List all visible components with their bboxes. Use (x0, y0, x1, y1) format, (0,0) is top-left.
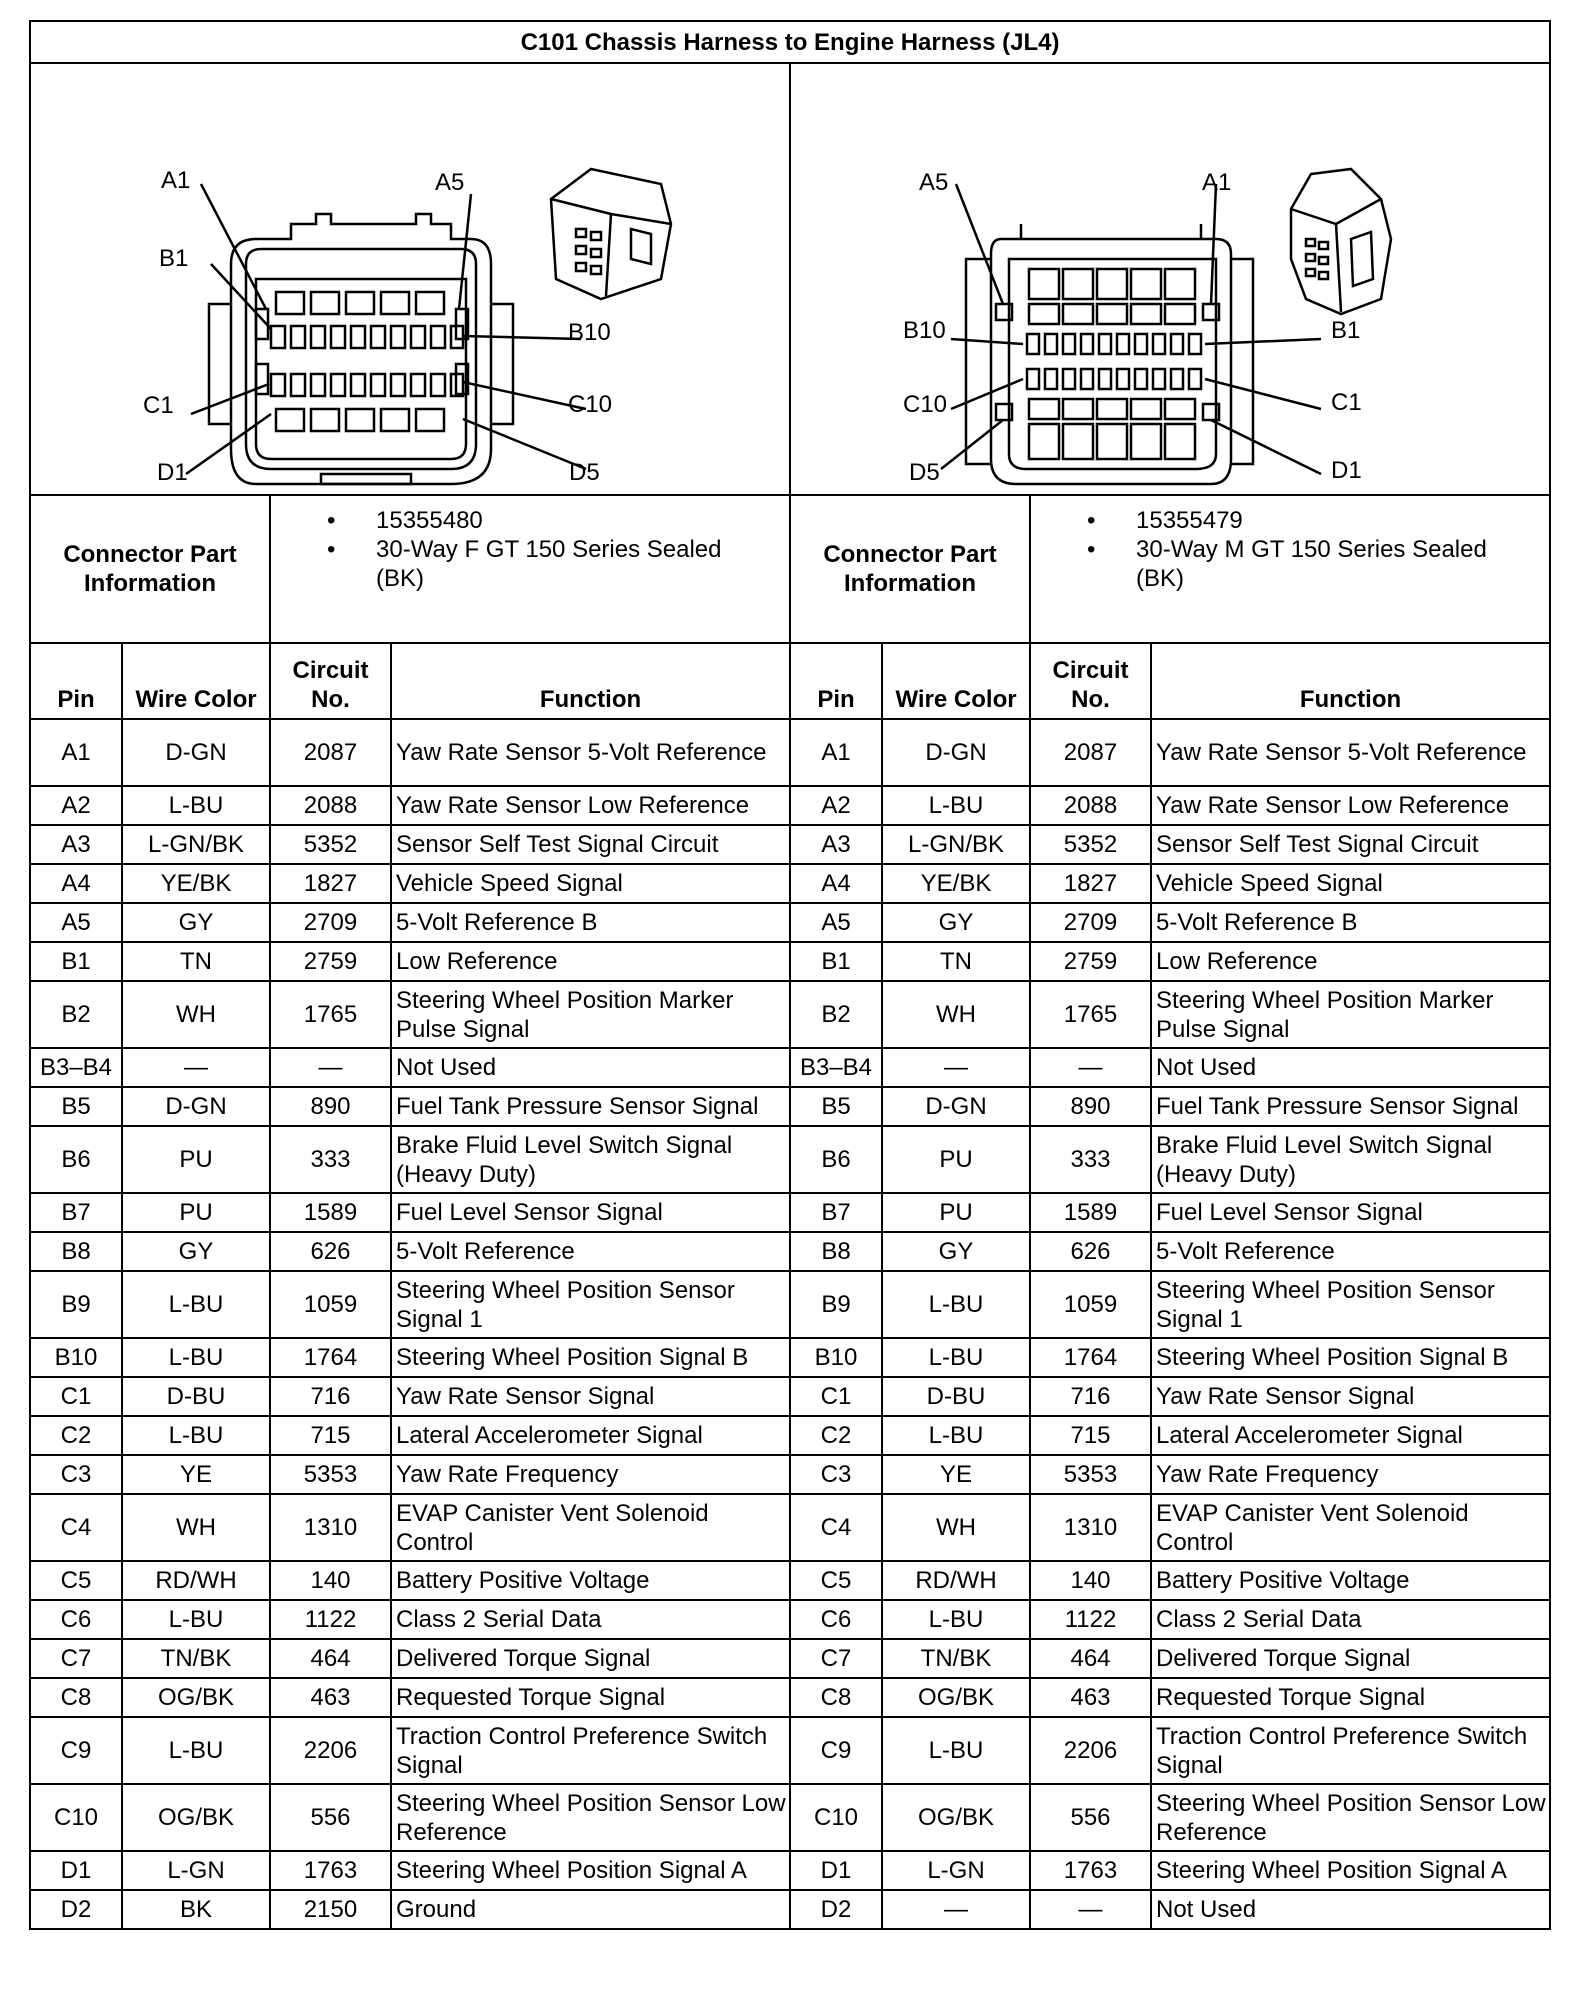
left-cell-circuit: 5353 (270, 1455, 391, 1494)
left-cell-pin: B5 (30, 1087, 122, 1126)
right-cell-function: Fuel Level Sensor Signal (1151, 1193, 1550, 1232)
left-cell-pin: B7 (30, 1193, 122, 1232)
right-cell-color: — (882, 1890, 1030, 1929)
left-cell-circuit: 2087 (270, 719, 391, 786)
left-cell-color: TN/BK (122, 1639, 270, 1678)
right-connector-diagram (790, 63, 1550, 495)
left-part-number: • 15355480 (271, 506, 789, 535)
left-cell-pin: C3 (30, 1455, 122, 1494)
right-cell-color: L-BU (882, 1717, 1030, 1784)
right-cell-function: Yaw Rate Frequency (1151, 1455, 1550, 1494)
right-cell-color: WH (882, 1494, 1030, 1561)
right-cell-function: Battery Positive Voltage (1151, 1561, 1550, 1600)
left-cell-pin: D2 (30, 1890, 122, 1929)
right-col-wire-color: Wire Color (882, 643, 1030, 719)
right-cell-color: TN/BK (882, 1639, 1030, 1678)
left-cell-pin: B3–B4 (30, 1048, 122, 1087)
left-cell-pin: C7 (30, 1639, 122, 1678)
left-cell-pin: B10 (30, 1338, 122, 1377)
right-cell-color: D-GN (882, 719, 1030, 786)
left-cell-function: Lateral Accelerometer Signal (391, 1416, 790, 1455)
left-connector-diagram (30, 63, 790, 495)
left-cell-function: Yaw Rate Sensor 5-Volt Reference (391, 719, 790, 786)
left-cell-function: Brake Fluid Level Switch Signal (Heavy Duty) (391, 1126, 790, 1193)
right-label-b1: B1 (1331, 317, 1361, 344)
table-row (30, 981, 1550, 1048)
right-part-number: • 15355479 (1031, 506, 1549, 535)
left-label-a5: A5 (435, 169, 465, 196)
left-cell-circuit: 5352 (270, 825, 391, 864)
left-cell-color: L-GN (122, 1851, 270, 1890)
left-cell-function: Traction Control Preference Switch Signal (391, 1717, 790, 1784)
right-cell-pin: A1 (790, 719, 882, 786)
left-col-pin: Pin (30, 643, 122, 719)
right-cell-function: EVAP Canister Vent Solenoid Control (1151, 1494, 1550, 1561)
male-connector-face (791, 64, 1549, 494)
left-cell-pin: C2 (30, 1416, 122, 1455)
right-cell-function: Low Reference (1151, 942, 1550, 981)
left-cell-color: OG/BK (122, 1784, 270, 1851)
right-cell-pin: C9 (790, 1717, 882, 1784)
left-cell-color: GY (122, 1232, 270, 1271)
right-cell-function: Steering Wheel Position Signal B (1151, 1338, 1550, 1377)
left-cell-circuit: 716 (270, 1377, 391, 1416)
right-cell-function: 5-Volt Reference B (1151, 903, 1550, 942)
right-cell-circuit: 464 (1030, 1639, 1151, 1678)
right-cell-color: YE (882, 1455, 1030, 1494)
right-part-info-label: Connector Part Information (790, 495, 1030, 643)
left-cell-circuit: 1122 (270, 1600, 391, 1639)
right-cell-function: Sensor Self Test Signal Circuit (1151, 825, 1550, 864)
left-cell-function: Ground (391, 1890, 790, 1929)
left-cell-function: Fuel Tank Pressure Sensor Signal (391, 1087, 790, 1126)
right-cell-color: L-BU (882, 786, 1030, 825)
right-cell-circuit: 5353 (1030, 1455, 1151, 1494)
right-cell-pin: C3 (790, 1455, 882, 1494)
right-cell-function: Yaw Rate Sensor Signal (1151, 1377, 1550, 1416)
right-cell-circuit: 333 (1030, 1126, 1151, 1193)
right-cell-pin: B5 (790, 1087, 882, 1126)
right-cell-color: YE/BK (882, 864, 1030, 903)
left-cell-pin: C10 (30, 1784, 122, 1851)
left-cell-circuit: 2150 (270, 1890, 391, 1929)
left-cell-color: L-BU (122, 1717, 270, 1784)
right-cell-circuit: 1059 (1030, 1271, 1151, 1338)
right-cell-pin: B2 (790, 981, 882, 1048)
right-cell-function: Yaw Rate Sensor 5-Volt Reference (1151, 719, 1550, 786)
left-cell-function: Not Used (391, 1048, 790, 1087)
left-cell-circuit: 1310 (270, 1494, 391, 1561)
left-cell-pin: D1 (30, 1851, 122, 1890)
right-cell-circuit: 716 (1030, 1377, 1151, 1416)
right-cell-circuit: 2087 (1030, 719, 1151, 786)
left-part-description: • 30-Way F GT 150 Series Sealed (BK) (271, 535, 789, 593)
right-cell-function: Vehicle Speed Signal (1151, 864, 1550, 903)
table-row (30, 1416, 1550, 1455)
left-cell-color: L-BU (122, 1338, 270, 1377)
right-cell-color: L-BU (882, 1338, 1030, 1377)
left-cell-color: WH (122, 1494, 270, 1561)
right-cell-color: RD/WH (882, 1561, 1030, 1600)
right-cell-function: Delivered Torque Signal (1151, 1639, 1550, 1678)
table-row (30, 1678, 1550, 1717)
left-cell-pin: A4 (30, 864, 122, 903)
left-cell-circuit: 140 (270, 1561, 391, 1600)
right-cell-color: D-BU (882, 1377, 1030, 1416)
left-cell-color: GY (122, 903, 270, 942)
left-cell-color: L-GN/BK (122, 825, 270, 864)
left-cell-circuit: 715 (270, 1416, 391, 1455)
right-cell-function: Steering Wheel Position Marker Pulse Signal (1151, 981, 1550, 1048)
female-connector-face (31, 64, 789, 494)
left-cell-pin: C4 (30, 1494, 122, 1561)
right-cell-circuit: 715 (1030, 1416, 1151, 1455)
right-cell-function: Class 2 Serial Data (1151, 1600, 1550, 1639)
left-cell-pin: B2 (30, 981, 122, 1048)
right-cell-function: 5-Volt Reference (1151, 1232, 1550, 1271)
right-cell-pin: A4 (790, 864, 882, 903)
left-cell-circuit: 1764 (270, 1338, 391, 1377)
left-cell-color: D-BU (122, 1377, 270, 1416)
left-cell-pin: A3 (30, 825, 122, 864)
left-col-function: Function (391, 643, 790, 719)
left-cell-function: Steering Wheel Position Sensor Signal 1 (391, 1271, 790, 1338)
right-cell-function: Fuel Tank Pressure Sensor Signal (1151, 1087, 1550, 1126)
right-cell-pin: C7 (790, 1639, 882, 1678)
left-cell-color: D-GN (122, 1087, 270, 1126)
left-cell-circuit: 2206 (270, 1717, 391, 1784)
right-cell-color: GY (882, 1232, 1030, 1271)
table-row (30, 1494, 1550, 1561)
left-cell-pin: B9 (30, 1271, 122, 1338)
table-row (30, 1377, 1550, 1416)
right-cell-color: L-BU (882, 1600, 1030, 1639)
right-cell-pin: C4 (790, 1494, 882, 1561)
right-cell-pin: A3 (790, 825, 882, 864)
left-cell-circuit: 556 (270, 1784, 391, 1851)
right-col-pin: Pin (790, 643, 882, 719)
left-cell-function: Steering Wheel Position Signal A (391, 1851, 790, 1890)
right-cell-pin: C6 (790, 1600, 882, 1639)
right-cell-color: OG/BK (882, 1784, 1030, 1851)
table-row (30, 1232, 1550, 1271)
left-cell-function: Steering Wheel Position Sensor Low Reference (391, 1784, 790, 1851)
left-cell-circuit: — (270, 1048, 391, 1087)
left-cell-color: YE/BK (122, 864, 270, 903)
left-cell-pin: A2 (30, 786, 122, 825)
left-cell-pin: C8 (30, 1678, 122, 1717)
left-cell-pin: B8 (30, 1232, 122, 1271)
right-part-info (1030, 495, 1550, 643)
right-cell-color: PU (882, 1126, 1030, 1193)
right-cell-circuit: 2088 (1030, 786, 1151, 825)
table-row (30, 786, 1550, 825)
left-cell-color: YE (122, 1455, 270, 1494)
left-label-a1: A1 (161, 167, 191, 194)
right-cell-function: Not Used (1151, 1048, 1550, 1087)
left-cell-pin: B6 (30, 1126, 122, 1193)
right-cell-pin: A5 (790, 903, 882, 942)
right-cell-function: Not Used (1151, 1890, 1550, 1929)
right-cell-pin: B3–B4 (790, 1048, 882, 1087)
right-cell-color: TN (882, 942, 1030, 981)
left-cell-function: Sensor Self Test Signal Circuit (391, 825, 790, 864)
table-row (30, 1851, 1550, 1890)
right-label-d5: D5 (909, 459, 940, 486)
left-cell-function: Fuel Level Sensor Signal (391, 1193, 790, 1232)
left-cell-circuit: 2088 (270, 786, 391, 825)
left-cell-function: Steering Wheel Position Marker Pulse Signal (391, 981, 790, 1048)
left-cell-pin: C5 (30, 1561, 122, 1600)
table-row (30, 864, 1550, 903)
right-cell-color: L-BU (882, 1416, 1030, 1455)
right-cell-circuit: 2709 (1030, 903, 1151, 942)
right-cell-pin: B7 (790, 1193, 882, 1232)
left-cell-function: Class 2 Serial Data (391, 1600, 790, 1639)
right-cell-pin: C1 (790, 1377, 882, 1416)
table-row (30, 1193, 1550, 1232)
right-cell-circuit: — (1030, 1890, 1151, 1929)
left-part-info-label: Connector Part Information (30, 495, 270, 643)
left-label-d5: D5 (569, 459, 600, 486)
right-cell-pin: C2 (790, 1416, 882, 1455)
right-cell-color: L-BU (882, 1271, 1030, 1338)
connector-table (29, 20, 1551, 1930)
right-cell-function: Yaw Rate Sensor Low Reference (1151, 786, 1550, 825)
left-cell-pin: C6 (30, 1600, 122, 1639)
table-row (30, 1717, 1550, 1784)
left-cell-function: Delivered Torque Signal (391, 1639, 790, 1678)
right-label-d1: D1 (1331, 457, 1362, 484)
left-cell-circuit: 890 (270, 1087, 391, 1126)
right-cell-function: Steering Wheel Position Sensor Signal 1 (1151, 1271, 1550, 1338)
right-cell-function: Brake Fluid Level Switch Signal (Heavy Duty) (1151, 1126, 1550, 1193)
right-cell-pin: D1 (790, 1851, 882, 1890)
left-cell-pin: C1 (30, 1377, 122, 1416)
right-cell-color: GY (882, 903, 1030, 942)
table-row (30, 719, 1550, 786)
right-cell-color: WH (882, 981, 1030, 1048)
right-cell-circuit: 1589 (1030, 1193, 1151, 1232)
left-cell-color: PU (122, 1126, 270, 1193)
left-cell-circuit: 2759 (270, 942, 391, 981)
right-cell-circuit: — (1030, 1048, 1151, 1087)
right-cell-color: — (882, 1048, 1030, 1087)
left-cell-function: Yaw Rate Frequency (391, 1455, 790, 1494)
right-cell-pin: B10 (790, 1338, 882, 1377)
table-row (30, 1048, 1550, 1087)
right-cell-pin: D2 (790, 1890, 882, 1929)
right-cell-circuit: 1765 (1030, 981, 1151, 1048)
table-row (30, 1126, 1550, 1193)
left-cell-circuit: 1589 (270, 1193, 391, 1232)
table-row (30, 1784, 1550, 1851)
right-cell-circuit: 140 (1030, 1561, 1151, 1600)
table-row (30, 1600, 1550, 1639)
right-cell-pin: B8 (790, 1232, 882, 1271)
table-row (30, 1087, 1550, 1126)
right-cell-pin: C8 (790, 1678, 882, 1717)
left-cell-function: Battery Positive Voltage (391, 1561, 790, 1600)
right-cell-circuit: 1122 (1030, 1600, 1151, 1639)
left-cell-color: L-BU (122, 1416, 270, 1455)
right-cell-circuit: 463 (1030, 1678, 1151, 1717)
right-cell-function: Requested Torque Signal (1151, 1678, 1550, 1717)
right-label-c1: C1 (1331, 389, 1362, 416)
left-cell-circuit: 1765 (270, 981, 391, 1048)
right-cell-pin: B6 (790, 1126, 882, 1193)
left-cell-pin: A1 (30, 719, 122, 786)
left-cell-circuit: 1763 (270, 1851, 391, 1890)
left-cell-function: Yaw Rate Sensor Signal (391, 1377, 790, 1416)
right-col-function: Function (1151, 643, 1550, 719)
left-label-b1: B1 (159, 245, 189, 272)
right-cell-color: D-GN (882, 1087, 1030, 1126)
table-row (30, 1561, 1550, 1600)
right-cell-color: L-GN (882, 1851, 1030, 1890)
right-cell-circuit: 1310 (1030, 1494, 1151, 1561)
table-row (30, 942, 1550, 981)
table-row (30, 1455, 1550, 1494)
left-label-d1: D1 (157, 459, 188, 486)
left-cell-color: L-BU (122, 1271, 270, 1338)
left-cell-circuit: 626 (270, 1232, 391, 1271)
left-cell-function: Steering Wheel Position Signal B (391, 1338, 790, 1377)
left-cell-pin: A5 (30, 903, 122, 942)
left-cell-function: 5-Volt Reference B (391, 903, 790, 942)
right-cell-circuit: 5352 (1030, 825, 1151, 864)
left-part-info (270, 495, 790, 643)
right-cell-circuit: 1763 (1030, 1851, 1151, 1890)
right-cell-circuit: 2206 (1030, 1717, 1151, 1784)
right-cell-circuit: 1827 (1030, 864, 1151, 903)
left-cell-function: EVAP Canister Vent Solenoid Control (391, 1494, 790, 1561)
left-cell-color: — (122, 1048, 270, 1087)
left-cell-color: WH (122, 981, 270, 1048)
table-row (30, 1890, 1550, 1929)
right-col-circuit: Circuit No. (1030, 643, 1151, 719)
left-col-circuit: Circuit No. (270, 643, 391, 719)
right-cell-circuit: 1764 (1030, 1338, 1151, 1377)
left-cell-pin: C9 (30, 1717, 122, 1784)
left-cell-color: L-BU (122, 786, 270, 825)
left-cell-pin: B1 (30, 942, 122, 981)
left-cell-color: BK (122, 1890, 270, 1929)
left-cell-function: Yaw Rate Sensor Low Reference (391, 786, 790, 825)
table-row (30, 1338, 1550, 1377)
right-cell-circuit: 556 (1030, 1784, 1151, 1851)
right-cell-circuit: 890 (1030, 1087, 1151, 1126)
left-cell-circuit: 1059 (270, 1271, 391, 1338)
left-cell-function: 5-Volt Reference (391, 1232, 790, 1271)
right-label-b10: B10 (903, 317, 946, 344)
table-row (30, 1271, 1550, 1338)
right-cell-function: Traction Control Preference Switch Signal (1151, 1717, 1550, 1784)
right-cell-function: Steering Wheel Position Signal A (1151, 1851, 1550, 1890)
table-row (30, 825, 1550, 864)
left-cell-circuit: 463 (270, 1678, 391, 1717)
left-cell-circuit: 464 (270, 1639, 391, 1678)
left-cell-function: Low Reference (391, 942, 790, 981)
right-cell-circuit: 2759 (1030, 942, 1151, 981)
left-cell-color: D-GN (122, 719, 270, 786)
left-cell-color: TN (122, 942, 270, 981)
right-cell-pin: C10 (790, 1784, 882, 1851)
left-cell-function: Vehicle Speed Signal (391, 864, 790, 903)
left-cell-color: RD/WH (122, 1561, 270, 1600)
left-label-c10: C10 (568, 391, 613, 418)
right-cell-pin: A2 (790, 786, 882, 825)
right-cell-circuit: 626 (1030, 1232, 1151, 1271)
right-label-a1: A1 (1202, 169, 1232, 196)
left-col-wire-color: Wire Color (122, 643, 270, 719)
left-label-b10: B10 (568, 319, 611, 346)
right-cell-pin: B9 (790, 1271, 882, 1338)
right-cell-pin: C5 (790, 1561, 882, 1600)
table-row (30, 903, 1550, 942)
right-cell-pin: B1 (790, 942, 882, 981)
right-cell-function: Steering Wheel Position Sensor Low Reference (1151, 1784, 1550, 1851)
right-cell-function: Lateral Accelerometer Signal (1151, 1416, 1550, 1455)
left-cell-color: OG/BK (122, 1678, 270, 1717)
left-cell-circuit: 1827 (270, 864, 391, 903)
left-cell-circuit: 2709 (270, 903, 391, 942)
right-label-c10: C10 (903, 391, 948, 418)
left-label-c1: C1 (143, 392, 174, 419)
right-cell-color: OG/BK (882, 1678, 1030, 1717)
connector-sheet (29, 20, 1549, 1930)
right-cell-color: PU (882, 1193, 1030, 1232)
left-cell-color: L-BU (122, 1600, 270, 1639)
left-cell-circuit: 333 (270, 1126, 391, 1193)
right-part-description: • 30-Way M GT 150 Series Sealed (BK) (1031, 535, 1549, 593)
right-cell-color: L-GN/BK (882, 825, 1030, 864)
table-row (30, 1639, 1550, 1678)
right-label-a5: A5 (919, 169, 949, 196)
page-title: C101 Chassis Harness to Engine Harness (JL4) (30, 21, 1550, 63)
left-cell-function: Requested Torque Signal (391, 1678, 790, 1717)
left-cell-color: PU (122, 1193, 270, 1232)
